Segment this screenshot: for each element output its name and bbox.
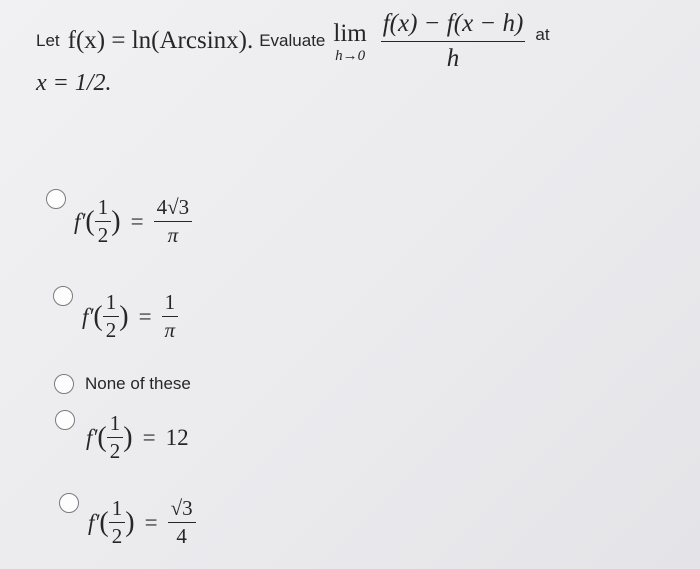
evaluation-point: x = 1/2. (36, 70, 112, 96)
option-5-value (168, 497, 196, 548)
option-2-arg-den: 2 (105, 318, 117, 343)
option-1-expression (74, 196, 192, 247)
option-2-arg-num: 1 (103, 291, 120, 317)
option-5-arg-num: 1 (109, 497, 126, 523)
option-5-value-den: 4 (176, 524, 187, 549)
option-1-value-num: 4√3 (154, 196, 193, 222)
option-2-expression (82, 291, 178, 342)
option-1-fprime: f′ (74, 208, 86, 234)
option-1-open-paren: ( (85, 205, 95, 237)
option-4-arg-den: 2 (109, 439, 121, 464)
option-5-argument (109, 497, 126, 548)
option-5-close-paren: ) (125, 506, 135, 538)
question-line-1 (36, 6, 550, 76)
option-3-label: None of these (85, 374, 191, 393)
option-2-close-paren: ) (119, 300, 129, 332)
option-3-radio[interactable] (54, 374, 74, 394)
option-4-radio[interactable] (55, 410, 75, 430)
difference-quotient (381, 10, 526, 72)
option-1-argument (95, 196, 112, 247)
question-prompt (36, 6, 676, 106)
option-5-equals: = (144, 509, 158, 535)
option-5-radio[interactable] (59, 493, 79, 513)
limit-operator (333, 21, 366, 65)
option-1-value-den: π (167, 223, 179, 248)
option-5-arg-den: 2 (111, 524, 123, 549)
option-1-equals: = (130, 208, 144, 234)
option-2-value (162, 291, 179, 342)
option-4-close-paren: ) (123, 421, 133, 453)
option-2-radio[interactable] (53, 286, 73, 306)
difference-quotient-denominator: h (446, 44, 460, 72)
lim-word: lim (333, 20, 367, 47)
option-4-open-paren: ( (97, 421, 107, 453)
option-4-arg-num: 1 (107, 412, 124, 438)
option-2-argument (103, 291, 120, 342)
option-5-value-num: √3 (168, 497, 196, 523)
option-2-value-num: 1 (162, 291, 179, 317)
difference-quotient-numerator: f(x) − f(x − h) (381, 10, 526, 42)
lim-subscript: h→0 (335, 48, 366, 64)
option-5-fprime: f′ (88, 509, 100, 535)
option-1-value (154, 196, 193, 247)
evaluate-label: Evaluate (259, 31, 326, 50)
question-lead: Let (36, 31, 60, 50)
option-1-arg-den: 2 (97, 223, 109, 248)
option-4-equals: = (142, 424, 156, 450)
option-4-value: 12 (165, 424, 189, 450)
option-5-open-paren: ( (99, 506, 109, 538)
option-5-expression (88, 497, 196, 548)
option-2-fprime: f′ (82, 303, 94, 329)
option-1-radio[interactable] (46, 189, 66, 209)
option-4-fprime: f′ (86, 424, 98, 450)
option-3[interactable] (54, 374, 191, 394)
option-2-open-paren: ( (93, 300, 103, 332)
option-1-close-paren: ) (111, 205, 121, 237)
function-definition: f(x) = ln(Arcsinx). (67, 27, 254, 54)
option-4-argument (107, 412, 124, 463)
at-label: at (535, 25, 550, 44)
option-2-value-den: π (164, 318, 176, 343)
option-2-equals: = (138, 303, 152, 329)
option-4-expression (86, 412, 189, 463)
option-1-arg-num: 1 (95, 196, 112, 222)
